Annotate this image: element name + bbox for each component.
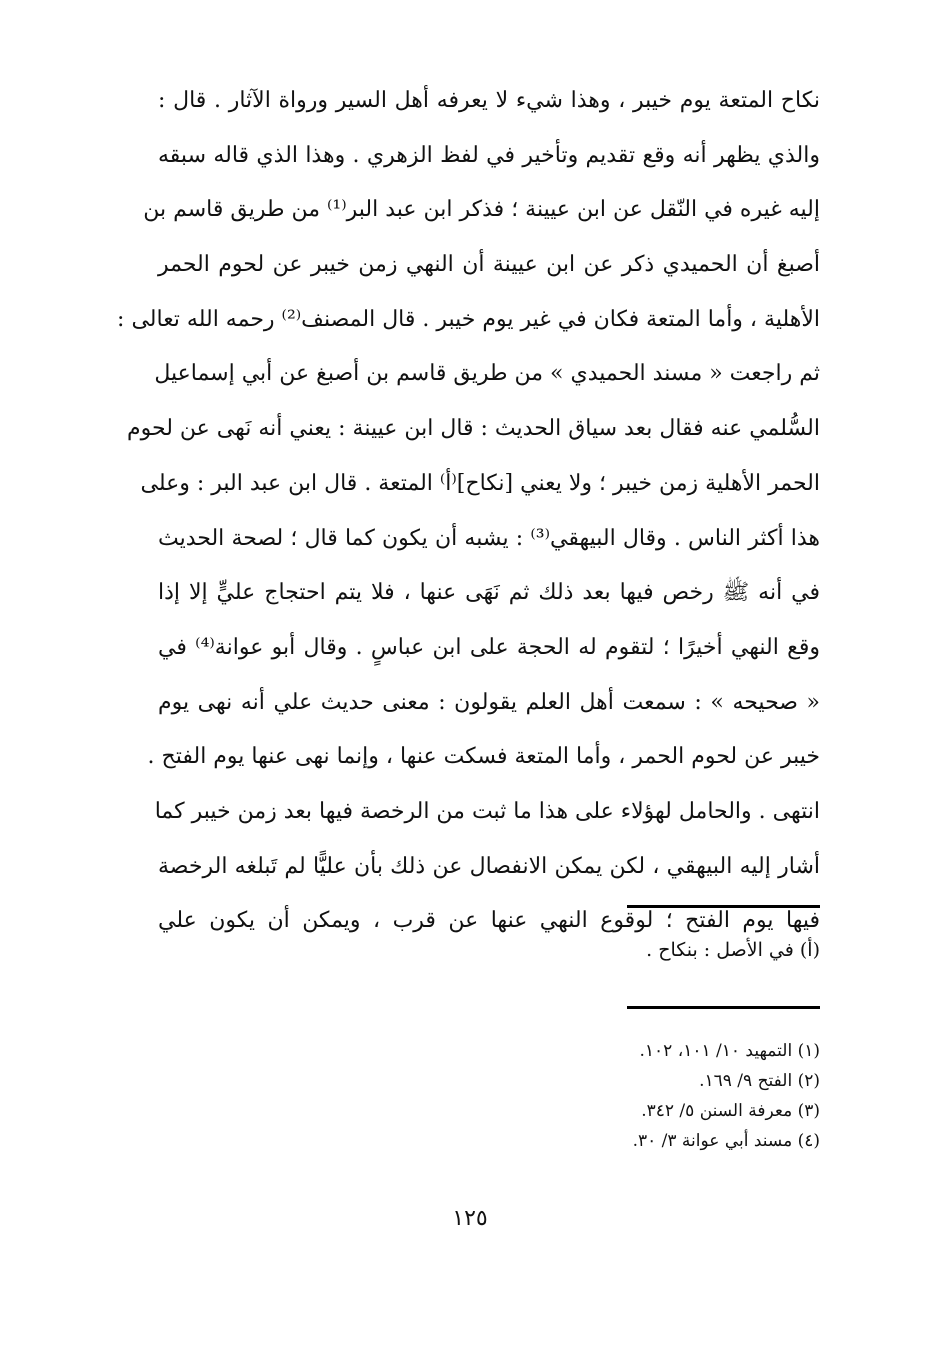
footnote-item: (٤) مسند أبي عوانة ٣/ ٣٠. [632, 1131, 820, 1151]
text-line: أشار إليه البيهقي ، لكن يمكن الانفصال عن ذلك بأن عليًّا لم تَبلغه الرخصة [158, 853, 820, 879]
text-line: خيبر عن لحوم الحمر ، وأما المتعة فسكت عنها ، وإنما نهى عنها يوم الفتح . [147, 744, 820, 770]
main-text [117, 74, 821, 949]
text-line: وقع النهي أخيرًا ؛ لتقوم له الحجة على ابن عباسٍ . وقال أبو عوانة⁽⁴⁾ في [158, 634, 821, 660]
text-line: نكاح المتعة يوم خيبر ، وهذا شيء لا يعرفه أهل السير ورواة الآثار . قال : [158, 88, 820, 113]
footnote-item: (٣) معرفة السنن ٥/ ٣٤٢. [641, 1101, 820, 1121]
text-line: الحمر الأهلية زمن خيبر ؛ ولا يعني [نكاح]⁽أ⁾ المتعة . قال ابن عبد البر : وعلى [140, 470, 820, 496]
text-line: فيها يوم الفتح ؛ لوقوع النهي عنها عن قرب ، ويمكن أن يكون علي [158, 908, 820, 934]
text-line: هذا أكثر الناس . وقال البيهقي⁽³⁾ : يشبه أن يكون كما قال ؛ لصحة الحديث [158, 525, 820, 551]
text-line: أصبغ أن الحميدي ذكر عن ابن عيينة أن النهي زمن خيبر عن لحوم الحمر [158, 252, 820, 278]
text-line: ثم راجعت « مسند الحميدي » من طريق قاسم بن أصبغ عن أبي إسماعيل [154, 361, 820, 387]
footnote-item: (٢) الفتح ٩/ ١٦٩. [699, 1071, 820, 1091]
textual-note: (أ) في الأصل : بنكاح . [646, 939, 820, 961]
footnotes [400, 1036, 820, 1156]
footnote-item: (١) التمهيد ١٠/ ١٠١، ١٠٢. [639, 1041, 820, 1061]
text-line: انتهى . والحامل لهؤلاء على هذا ما ثبت من الرخصة فيها بعد زمن خيبر كما [154, 798, 820, 824]
text-line: السُّلمي عنه فقال بعد سياق الحديث : قال ابن عيينة : يعني أنه نَهى عن لحوم [127, 416, 820, 442]
page-number: ١٢٥ [452, 1206, 488, 1231]
text-line: في أنه ﷺ رخص فيها بعد ذلك ثم نَهَى عنها ، فلا يتم احتجاج عليٍّ إلا إذا [158, 580, 820, 606]
text-line: « صحيحه » : سمعت أهل العلم يقولون : معنى حديث علي أنه نهى يوم [158, 689, 820, 715]
footnote-divider-bottom [627, 1006, 820, 1009]
text-line: إليه غيره في النّقل عن ابن عيينة ؛ فذكر ابن عبد البر⁽¹⁾ من طريق قاسم بن [143, 197, 820, 223]
text-line: الأهلية ، وأما المتعة فكان في غير يوم خيبر . قال المصنف⁽²⁾ رحمه الله تعالى : [117, 306, 820, 332]
text-line: والذي يظهر أنه وقع تقديم وتأخير في لفظ الزهري . وهذا الذي قاله سبقه [158, 142, 820, 168]
footnote-divider-top [627, 905, 820, 908]
